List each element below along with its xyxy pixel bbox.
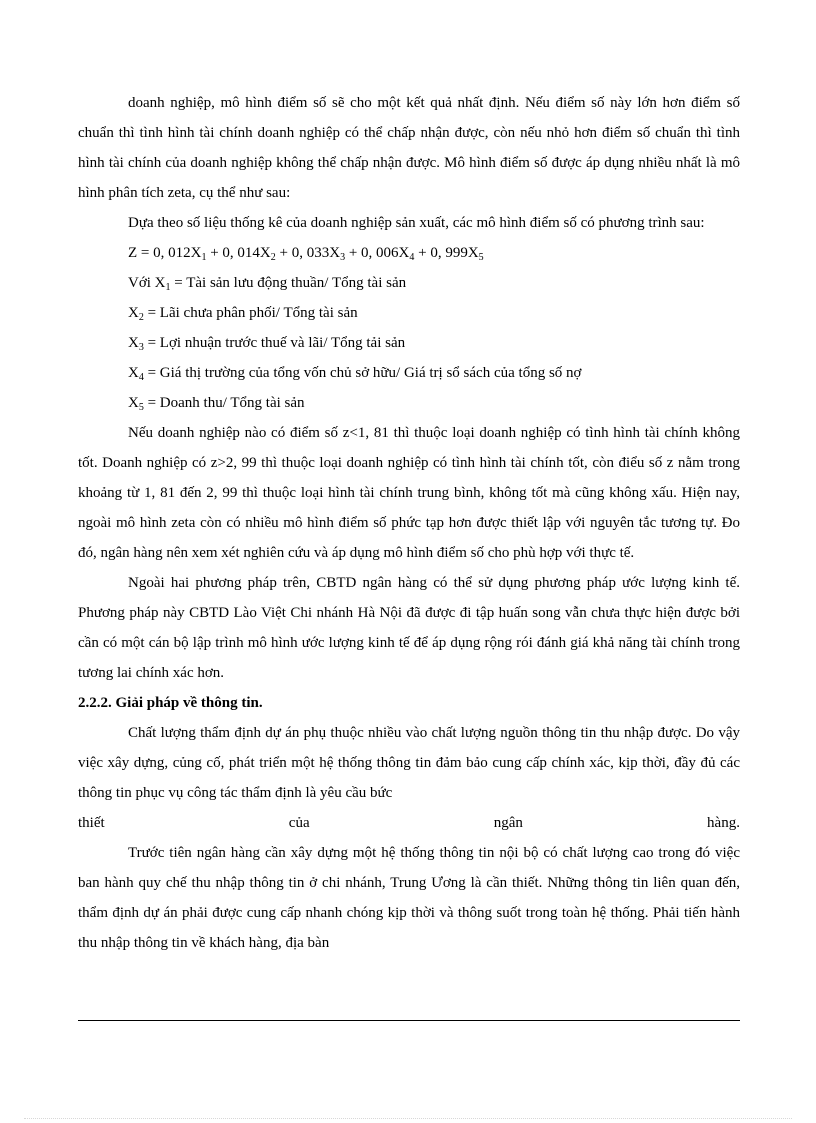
- definition-x4: $X_4$ = Giá thị trường của tổng vốn chủ sở hữu/ Giá trị sổ sách của tổng số nợ: [128, 365, 582, 383]
- paragraph-information-quality: Chất lượng thẩm định dự án phụ thuộc nhiều vào chất lượng nguồn thông tin thu nhập được. Do vậy việc xây dựng, củng cố, phát triển một hệ thống thông tin đảm bảo cung cấp chính xác, kịp thời, đầy đủ các thông tin phục vụ công tác thẩm định là yêu cầu bức: [78, 725, 740, 801]
- paragraph-econometric-method: Ngoài hai phương pháp trên, CBTD ngân hàng có thể sử dụng phương pháp ước lượng kinh tế. Phương pháp này CBTD Lào Việt Chi nhánh Hà Nội đã được đi tập huấn song vẫn chưa thực hiện được bởi cần có một cán bộ lập trình mô hình ước lượng kinh tế để áp dụng rộng rói đánh giá khả năng tài chính trong tương lai chính xác hơn.: [78, 575, 740, 681]
- spread-word: ngân: [493, 815, 523, 831]
- document-page: [78, 88, 740, 958]
- paragraph-zeta-intro: doanh nghiệp, mô hình điểm số sẽ cho một kết quả nhất định. Nếu điểm số này lớn hơn điểm số chuẩn thì tình hình tài chính doanh nghiệp có thể chấp nhận được, còn nếu nhỏ hơn điểm số chuẩn thì tình hình tài chính của doanh nghiệp không thể chấp nhận được. Mô hình điểm số được áp dụng nhiều nhất là mô hình phân tích zeta, cụ thể như sau:: [78, 95, 740, 201]
- definition-x1: Với $X_1$ = Tài sản lưu động thuần/ Tổng tài sản: [128, 275, 407, 293]
- spread-word: của: [288, 815, 310, 831]
- footer-rule: [78, 1020, 740, 1021]
- spread-word: hàng.: [707, 815, 740, 831]
- page-bottom-border: [24, 1118, 792, 1119]
- paragraph-statistics: Dựa theo số liệu thống kê của doanh nghiệp sản xuất, các mô hình điểm số có phương trình sau:: [128, 215, 705, 231]
- spread-line: [78, 808, 740, 838]
- definition-x2: $X_2$ = Lãi chưa phân phối/ Tổng tài sản: [128, 305, 358, 323]
- zeta-formula: Z = 0, $012X_1 + 0$, $014X_2 + 0$, $033X_3 + 0$, $006X_4 + 0$, $999X_5$: [128, 245, 484, 263]
- spread-word: thiết: [78, 815, 105, 831]
- section-heading: 2.2.2. Giải pháp về thông tin.: [78, 695, 263, 711]
- definition-x5: $X_5$ = Doanh thu/ Tổng tài sản: [128, 395, 305, 413]
- paragraph-score-interpretation: Nếu doanh nghiệp nào có điểm số z<1, 81 thì thuộc loại doanh nghiệp có tình hình tài chính không tốt. Doanh nghiệp có z>2, 99 thì thuộc loại doanh nghiệp có tình hình tài chính tốt, còn điểu số z nằm trong khoảng từ 1, 81 đến 2, 99 thì thuộc loại hình tài chính trung bình, không tốt mà cũng không xấu. Hiện nay, ngoài mô hình zeta còn có nhiều mô hình điểm số phức tạp hơn được thiết lập với nguyên tắc tương tự. Đo đó, ngân hàng nên xem xét nghiên cứu và áp dụng mô hình điểm số cho phù hợp với thực tế.: [78, 425, 740, 561]
- paragraph-internal-system: Trước tiên ngân hàng cần xây dựng một hệ thống thông tin nội bộ có chất lượng cao trong đó việc ban hành quy chế thu nhập thông tin ở chi nhánh, Trung Ương là cần thiết. Những thông tin liên quan đến, thẩm định dự án phải được cung cấp nhanh chóng kịp thời và thông suốt trong toàn hệ thống. Phải tiến hành thu nhập thông tin về khách hàng, địa bàn: [78, 845, 740, 951]
- definition-x3: $X_3$ = Lợi nhuận trước thuế và lãi/ Tổng tải sản: [128, 335, 406, 353]
